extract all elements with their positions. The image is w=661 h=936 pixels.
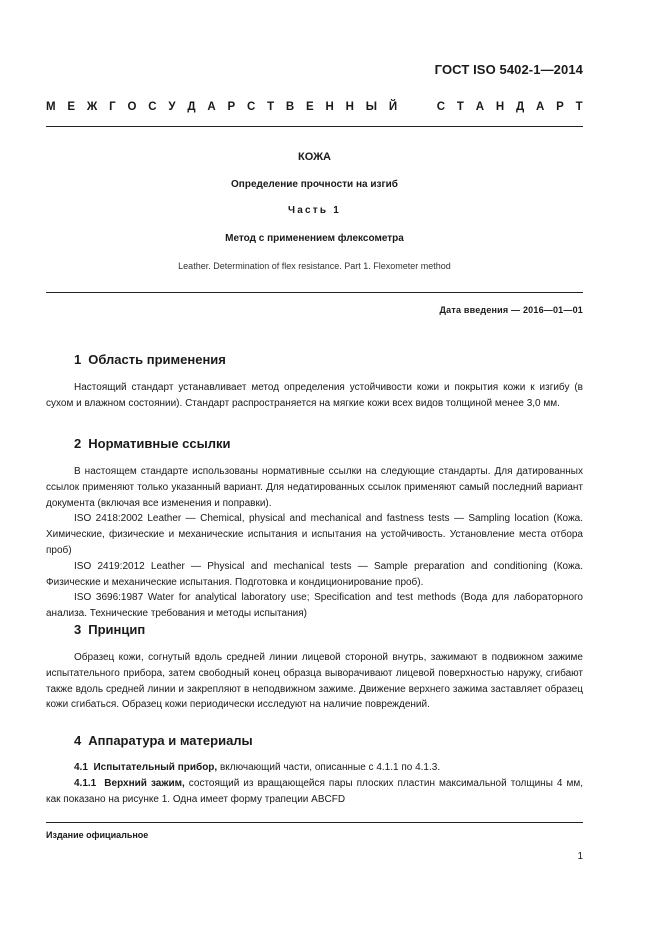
- word1-letter: В: [285, 101, 295, 113]
- section-1-title: Область применения: [88, 352, 226, 367]
- section-3-title: Принцип: [88, 622, 146, 637]
- word1-letter: Н: [345, 101, 354, 113]
- word1-letter: Т: [267, 101, 275, 113]
- section-2-body: [46, 464, 583, 622]
- section-2-intro: В настоящем стандарте использованы нормативные ссылки на следующие стандарты. Для датированных ссылок применяют только указанный вариант. Для недатированных ссылок применяют самый последний вариант документа (включая все изменения и поправки).: [46, 466, 583, 509]
- standard-part: Часть 1: [288, 205, 341, 216]
- word1-letter: Ы: [365, 101, 378, 113]
- footer-rule: [46, 822, 583, 823]
- word1-letter: Й: [388, 101, 398, 113]
- word1-letter: Г: [109, 101, 116, 113]
- word1-letter: О: [127, 101, 137, 113]
- reference-iso-3696: ISO 3696:1987 Water for analytical laboratory use; Specification and test methods (Вода для лабораторного анализа. Технические требования и методы испытания): [46, 592, 583, 620]
- section-1-text: Настоящий стандарт устанавливает метод определения устойчивости кожи и покрытия кожи к изгибу (в сухом и влажном состоянии). Стандарт распространяется на мягкие кожи всех видов толщиной менее 3,0 мм.: [46, 382, 583, 409]
- word2-letter: Т: [456, 101, 464, 113]
- section-3-number: 3: [74, 622, 82, 637]
- section-4-number: 4: [74, 733, 82, 748]
- clause-4-1-1-number: 4.1.1: [74, 777, 97, 789]
- interstate-standard-banner: [46, 101, 583, 113]
- clause-4-1-1-text: состоящий из вращающейся пары плоских пластин максимальной толщины 4 мм, как показано на рисунке 1. Одна имеет форму трапеции ABCFD: [46, 777, 584, 805]
- word1-letter: М: [46, 101, 56, 113]
- section-2-number: 2: [74, 436, 82, 451]
- clause-4-1-number: 4.1: [74, 762, 88, 773]
- clause-4-1-1-term: Верхний зажим,: [104, 777, 185, 789]
- word2-letter: А: [475, 101, 485, 113]
- word1-letter: Н: [325, 101, 334, 113]
- header-rule: [46, 126, 583, 127]
- standard-method: Метод с применением флексометра: [225, 233, 404, 244]
- section-4-title: Аппаратура и материалы: [88, 733, 253, 748]
- section-3-heading: [74, 622, 145, 637]
- section-4-heading: [74, 733, 253, 748]
- word1-letter: С: [148, 101, 157, 113]
- clause-4-1-text: включающий части, описанные с 4.1.1 по 4.1.3.: [217, 762, 441, 773]
- clause-4-1-1: [46, 776, 583, 808]
- section-1-number: 1: [74, 352, 82, 367]
- title-rule: [46, 292, 583, 293]
- reference-iso-2418: ISO 2418:2002 Leather — Chemical, physical and mechanical and fastness tests — Sampling location (Кожа. Химические, физические и механические испытания и испытания на устойчивость. Установление места отбора проб): [46, 513, 583, 556]
- section-2-heading: [74, 436, 230, 451]
- standard-title: КОЖА: [297, 151, 331, 163]
- word2-letter: Р: [556, 101, 564, 113]
- reference-iso-2419: ISO 2419:2012 Leather — Physical and mechanical tests — Sample preparation and conditioning (Кожа. Физические и механические испытания. Подготовка и кондиционирование проб).: [46, 560, 583, 588]
- introduction-date: Дата введения — 2016—01—01: [439, 305, 583, 315]
- word1-letter: Е: [306, 101, 314, 113]
- clause-4-1-term: Испытательный прибор,: [93, 762, 218, 773]
- word1-letter: С: [246, 101, 256, 113]
- word2-letter: Т: [575, 101, 583, 113]
- section-1-body: [46, 380, 583, 412]
- word-gap: [409, 101, 425, 113]
- word1-letter: Ж: [86, 101, 98, 113]
- official-edition-note: Издание официальное: [46, 830, 149, 840]
- word1-letter: Д: [187, 101, 196, 113]
- word1-letter: А: [207, 101, 216, 113]
- document-code: ГОСТ ISO 5402-1—2014: [434, 62, 583, 77]
- section-3-body: [46, 650, 583, 713]
- word2-letter: Н: [495, 101, 505, 113]
- english-title: Leather. Determination of flex resistance. Part 1. Flexometer method: [178, 261, 451, 271]
- standard-subtitle: Определение прочности на изгиб: [231, 179, 398, 190]
- word1-letter: Е: [67, 101, 76, 113]
- word2-letter: С: [436, 101, 446, 113]
- section-4-body: [46, 760, 583, 807]
- section-2-title: Нормативные ссылки: [88, 436, 231, 451]
- word2-letter: Д: [515, 101, 525, 113]
- page-number: 1: [577, 851, 583, 862]
- section-1-heading: [74, 352, 226, 367]
- section-3-text: Образец кожи, согнутый вдоль средней линии лицевой стороной внутрь, зажимают в подвижном зажиме испытательного прибора, затем свободный конец образца выворачивают лицевой поверхностью наружу, сгибают также вдоль средней линии и закрепляют в неподвижном зажиме. Движение верхнего зажима заставляет образец кожи сгибаться. Образец кожи периодически исследуют на наличие повреждений.: [46, 652, 583, 711]
- clause-4-1: [46, 760, 583, 776]
- word1-letter: У: [168, 101, 176, 113]
- word2-letter: А: [535, 101, 545, 113]
- word1-letter: Р: [227, 101, 236, 113]
